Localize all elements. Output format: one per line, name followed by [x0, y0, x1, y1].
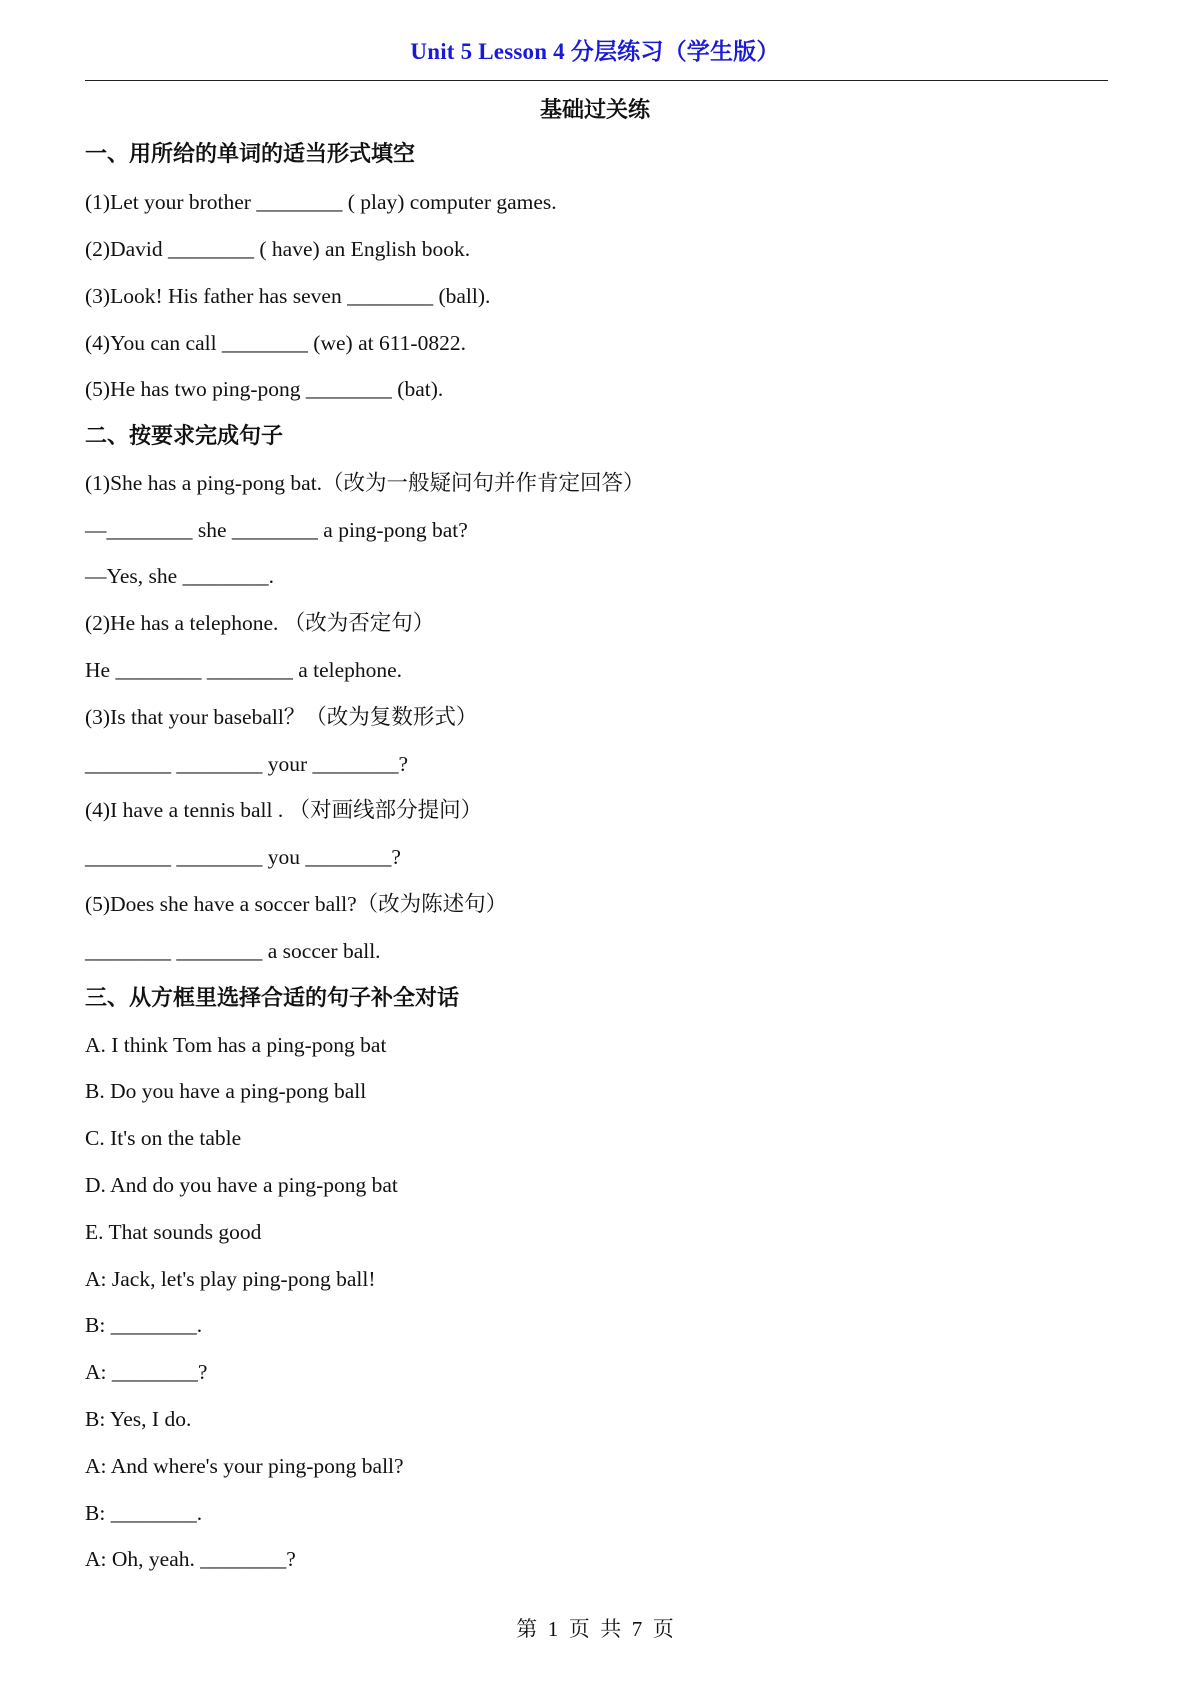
section3-heading: 三、从方框里选择合适的句子补全对话 — [85, 986, 460, 1011]
section2-line: (4)I have a tennis ball . （对画线部分提问） — [85, 798, 483, 822]
section3-option: C. It's on the table — [85, 1126, 242, 1150]
section2-line: —Yes, she ________. — [85, 564, 274, 588]
dialogue-line: B: Yes, I do. — [85, 1407, 192, 1431]
section1-item: (1)Let your brother ________ ( play) computer games. — [85, 190, 557, 214]
section2-line: He ________ ________ a telephone. — [85, 658, 403, 682]
dialogue-line: A: And where's your ping-pong ball? — [85, 1454, 404, 1478]
section1-item: (4)You can call ________ (we) at 611-0822. — [85, 331, 466, 355]
page-subtitle: 基础过关练 — [539, 98, 650, 123]
page-number: 第 1 页 共 7 页 — [516, 1617, 674, 1641]
section3-option: B. Do you have a ping-pong ball — [85, 1079, 367, 1103]
dialogue-line: B: ________. — [85, 1313, 203, 1337]
section3-option: A. I think Tom has a ping-pong bat — [85, 1033, 387, 1057]
section1-item: (5)He has two ping-pong ________ (bat). — [85, 377, 444, 401]
dialogue-line: A: ________? — [85, 1360, 208, 1384]
dialogue-line: B: ________. — [85, 1501, 203, 1525]
section2-line: (1)She has a ping-pong bat.（改为一般疑问句并作肯定回答） — [85, 471, 645, 495]
section2-line: ________ ________ a soccer ball. — [85, 939, 381, 963]
section2-line: —________ she ________ a ping-pong bat? — [85, 518, 468, 542]
section2-line: (2)He has a telephone. （改为否定句） — [85, 611, 435, 635]
section2-line: (3)Is that your baseball？（改为复数形式） — [85, 705, 478, 729]
dialogue-line: A: Jack, let's play ping-pong ball! — [85, 1267, 376, 1291]
section3-option: E. That sounds good — [85, 1220, 262, 1244]
section2-line: ________ ________ your ________? — [85, 752, 409, 776]
section2-heading: 二、按要求完成句子 — [85, 424, 284, 449]
section1-item: (2)David ________ ( have) an English book. — [85, 237, 471, 261]
section2-line: ________ ________ you ________? — [85, 845, 401, 869]
page-title: Unit 5 Lesson 4 分层练习（学生版） — [410, 39, 780, 64]
section3-option: D. And do you have a ping-pong bat — [85, 1173, 398, 1197]
section1-heading: 一、用所给的单词的适当形式填空 — [85, 142, 416, 167]
section2-line: (5)Does she have a soccer ball?（改为陈述句） — [85, 892, 508, 916]
header-divider — [85, 80, 1108, 81]
dialogue-line: A: Oh, yeah. ________? — [85, 1547, 296, 1571]
section1-item: (3)Look! His father has seven ________ (ball). — [85, 284, 491, 308]
